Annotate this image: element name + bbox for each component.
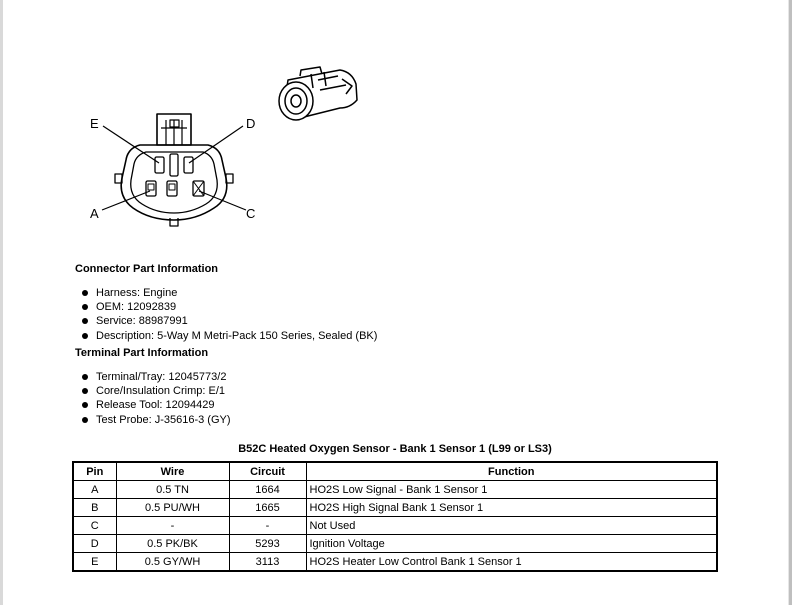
pin-cell: B: [73, 499, 116, 517]
pin-letter-c: C: [246, 206, 256, 221]
list-item: [82, 398, 231, 412]
bullet-icon: [82, 417, 88, 423]
column-header-function: Function: [306, 462, 717, 481]
function-cell: HO2S High Signal Bank 1 Sensor 1: [306, 499, 717, 517]
wire-cell: 0.5 GY/WH: [116, 553, 229, 572]
list-item: [82, 314, 377, 328]
function-cell: Ignition Voltage: [306, 535, 717, 553]
terminal-part-title: Terminal Part Information: [75, 347, 209, 359]
circuit-cell: 5293: [229, 535, 306, 553]
bullet-icon: [82, 402, 88, 408]
list-item-text: Terminal/Tray: 12045773/2: [96, 371, 227, 383]
table-row: [73, 517, 717, 535]
wire-cell: 0.5 PU/WH: [116, 499, 229, 517]
function-cell: Not Used: [306, 517, 717, 535]
column-header-pin: Pin: [73, 462, 116, 481]
pin-letter-a: A: [90, 206, 99, 221]
bullet-icon: [82, 388, 88, 394]
bullet-icon: [82, 304, 88, 310]
table-row: [73, 481, 717, 499]
list-item: [82, 384, 231, 398]
pin-letter-d: D: [246, 116, 256, 131]
pin-cell: C: [73, 517, 116, 535]
list-item-text: Test Probe: J-35616-3 (GY): [96, 413, 231, 426]
bullet-icon: [82, 318, 88, 324]
connector-isometric-icon: [279, 67, 357, 120]
connector-part-list: [82, 286, 377, 343]
pin-cell: D: [73, 535, 116, 553]
column-header-wire: Wire: [116, 462, 229, 481]
bullet-icon: [82, 374, 88, 380]
wire-cell: -: [116, 517, 229, 535]
function-cell: HO2S Low Signal - Bank 1 Sensor 1: [306, 481, 717, 499]
list-item: [82, 370, 231, 384]
terminal-part-list: [82, 370, 231, 427]
list-item-text: OEM: 12092839: [96, 301, 177, 314]
table-row: [73, 499, 717, 517]
list-item: [82, 300, 377, 314]
pin-cell: E: [73, 553, 116, 572]
list-item-text: Harness: Engine: [96, 287, 178, 299]
pin-letter-e: E: [90, 116, 99, 131]
wire-cell: 0.5 PK/BK: [116, 535, 229, 553]
circuit-cell: 1664: [229, 481, 306, 499]
circuit-cell: 1665: [229, 499, 306, 517]
pinout-table-title: B52C Heated Oxygen Sensor - Bank 1 Sensor 1 (L99 or LS3): [238, 443, 552, 455]
list-item-text: Description: 5-Way M Metri-Pack 150 Series, Sealed (BK): [96, 329, 378, 342]
column-header-circuit: Circuit: [229, 462, 306, 481]
connector-part-title: Connector Part Information: [75, 263, 219, 275]
table-header-row: [73, 462, 717, 481]
table-row: [73, 553, 717, 572]
wire-cell: 0.5 TN: [116, 481, 229, 499]
function-cell: HO2S Heater Low Control Bank 1 Sensor 1: [306, 553, 717, 572]
list-item-text: Service: 88987991: [96, 315, 188, 328]
list-item: [82, 286, 377, 300]
bullet-icon: [82, 333, 88, 339]
bullet-icon: [82, 290, 88, 296]
pin-cell: A: [73, 481, 116, 499]
list-item-text: Core/Insulation Crimp: E/1: [96, 385, 225, 398]
circuit-cell: -: [229, 517, 306, 535]
connector-face-outline: [102, 114, 246, 226]
circuit-cell: 3113: [229, 553, 306, 572]
list-item: [82, 329, 377, 343]
list-item-text: Release Tool: 12094429: [96, 399, 215, 412]
pinout-table: [72, 461, 718, 572]
table-row: [73, 535, 717, 553]
connector-face-diagram: [0, 0, 792, 300]
list-item: [82, 413, 231, 427]
